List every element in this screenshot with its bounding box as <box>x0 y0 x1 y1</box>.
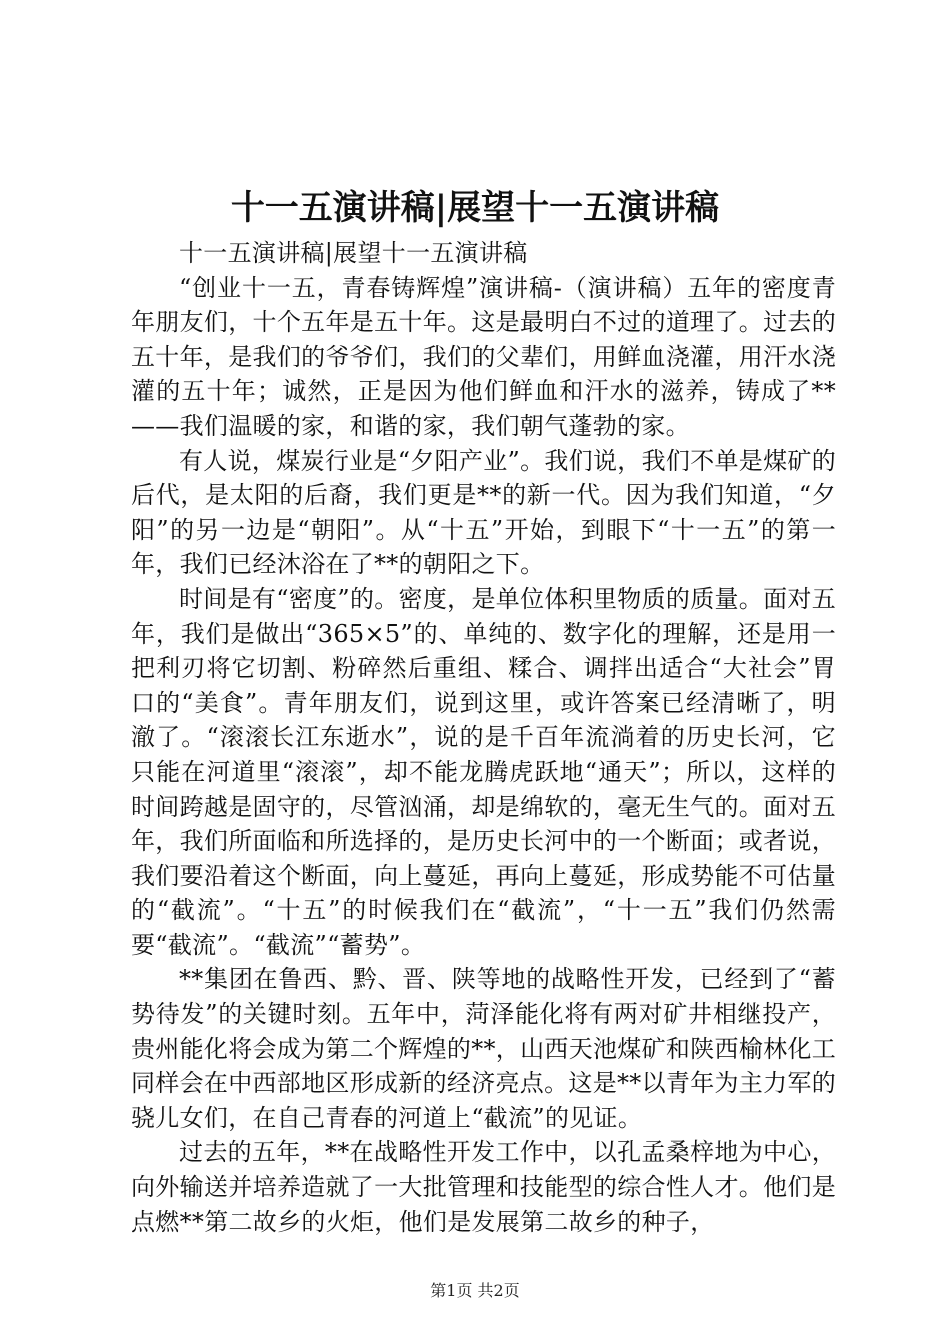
paragraph: 过去的五年，**在战略性开发工作中，以孔孟桑梓地为中心，向外输送并培养造就了一大批管理和技能型的综合性人才。他们是点燃**第二故乡的火炬，他们是发展第二故乡的种子， <box>131 1138 836 1236</box>
paragraph-subtitle: 十一五演讲稿|展望十一五演讲稿 <box>179 239 528 267</box>
paragraph: “创业十一五，青春铸辉煌”演讲稿-（演讲稿）五年的密度青年朋友们，十个五年是五十年。这是最明白不过的道理了。过去的五十年，是我们的爷爷们，我们的父辈们，用鲜血浇灌，用汗水浇灌的五十年；诚然，正是因为他们鲜血和汗水的滋养，铸成了**——我们温暖的家，和谐的家，我们朝气蓬勃的家。 <box>131 273 836 440</box>
document-title: 十一五演讲稿|展望十一五演讲稿 <box>230 188 720 228</box>
paragraph: 有人说，煤炭行业是“夕阳产业”。我们说，我们不单是煤矿的后代，是太阳的后裔，我们更是**的新一代。因为我们知道，“夕阳”的另一边是“朝阳”。从“十五”开始，到眼下“十一五”的第一年，我们已经沐浴在了**的朝阳之下。 <box>131 446 836 579</box>
paragraph: **集团在鲁西、黔、晋、陕等地的战略性开发，已经到了“蓄势待发”的关键时刻。五年中，菏泽能化将有两对矿井相继投产，贵州能化将会成为第二个辉煌的**，山西天池煤矿和陕西榆林化工同样会在中西部地区形成新的经济亮点。这是**以青年为主力军的骁儿女们，在自己青春的河道上“截流”的见证。 <box>131 965 836 1132</box>
document-body <box>131 236 836 1239</box>
paragraph: 时间是有“密度”的。密度，是单位体积里物质的质量。面对五年，我们是做出“365×5”的、单纯的、数字化的理解，还是用一把利刃将它切割、粉碎然后重组、糅合、调拌出适合“大社会”胃口的“美食”。青年朋友们，说到这里，或许答案已经清晰了，明澈了。“滚滚长江东逝水”，说的是千百年流淌着的历史长河，它只能在河道里“滚滚”，却不能龙腾虎跃地“通天”；所以，这样的时间跨越是固守的，尽管汹涌，却是绵软的，毫无生气的。面对五年，我们所面临和所选择的，是历史长河中的一个断面；或者说，我们要沿着这个断面，向上蔓延，再向上蔓延，形成势能不可估量的“截流”。“十五”的时候我们在“截流”，“十一五”我们仍然需要“截流”。“截流”“蓄势”。 <box>131 584 836 959</box>
page-number-footer: 第1页 共2页 <box>430 1281 520 1300</box>
